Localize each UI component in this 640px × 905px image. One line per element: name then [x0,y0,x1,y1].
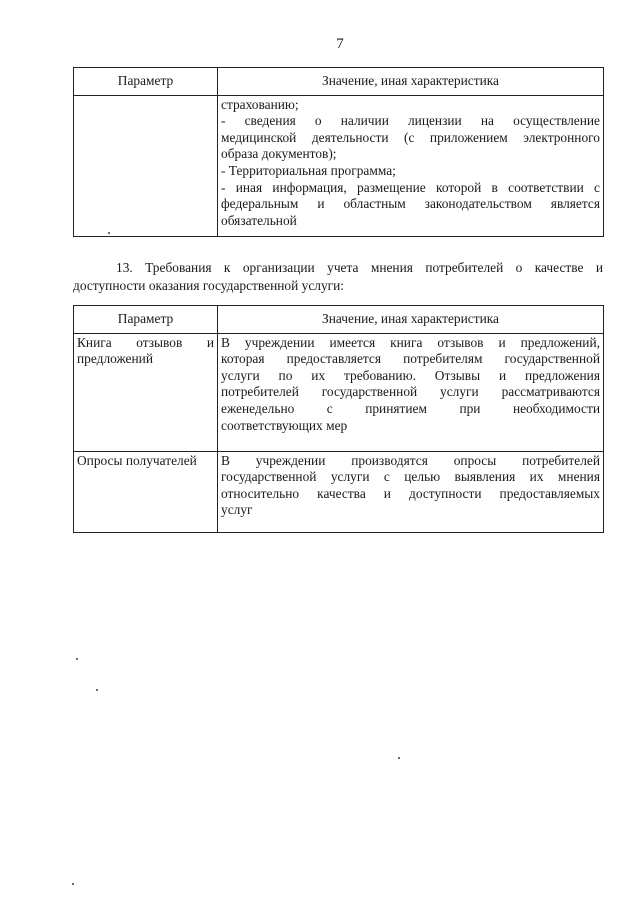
scan-speck [96,689,98,691]
value-line: потребителей государственной услуги рассматриваются [221,384,600,400]
value-line: государственной услуги с целью выявления их мнения [221,469,600,485]
scan-speck [108,232,110,234]
param-line: Опросы получателей [77,452,197,468]
value-line: еженедельно с принятием при необходимости [221,400,600,416]
page-number: 7 [336,36,344,52]
value-line: услуги по их требованию. Отзывы и предложения [221,367,600,383]
header-param: Параметр [74,306,218,334]
value-cell [218,333,604,451]
scan-speck [72,883,74,885]
header-value: Значение, иная характеристика [218,68,604,96]
param-cell [74,95,218,236]
table-header-row [74,306,604,334]
param-line: Книга отзывов и [77,334,214,350]
value-line: соответствующих мер [221,417,348,433]
consumer-opinion-table [73,305,604,533]
value-line: относительно качества и доступности предоставляемых [221,485,600,501]
value-line: федеральным и областным законодательством является [221,196,600,212]
value-line: обязательной [221,212,297,228]
value-line: образа документов); [221,146,337,162]
value-line: - сведения о наличии лицензии на осуществление [221,113,600,129]
table-row [74,333,604,451]
header-param: Параметр [74,68,218,96]
value-line: страхованию; [221,96,299,112]
param-line: предложений [77,351,154,367]
table-header-row [74,68,604,96]
header-value: Значение, иная характеристика [218,306,604,334]
value-line: В учреждении производятся опросы потребителей [221,452,600,468]
value-line: которая предоставляется потребителям государственной [221,351,600,367]
param-cell [74,451,218,532]
scan-speck [398,757,400,759]
value-line: - иная информация, размещение которой в соответствии с [221,179,600,195]
section-13-paragraph [73,259,603,295]
value-line: В учреждении имеется книга отзывов и предложений, [221,334,600,350]
table-continuation [73,67,604,237]
value-line: услуг [221,502,253,518]
section-13-line-1: 13. Требования к организации учета мнения потребителей о качестве и [116,260,603,275]
table-row [74,451,604,532]
value-line: медицинской деятельности (с приложением электронного [221,129,600,145]
param-cell [74,333,218,451]
scan-speck [76,658,78,660]
table-row [74,95,604,236]
value-cell [218,451,604,532]
value-line: - Территориальная программа; [221,162,396,178]
section-13-line-2: доступности оказания государственной услуги: [73,278,345,293]
value-cell [218,95,604,236]
